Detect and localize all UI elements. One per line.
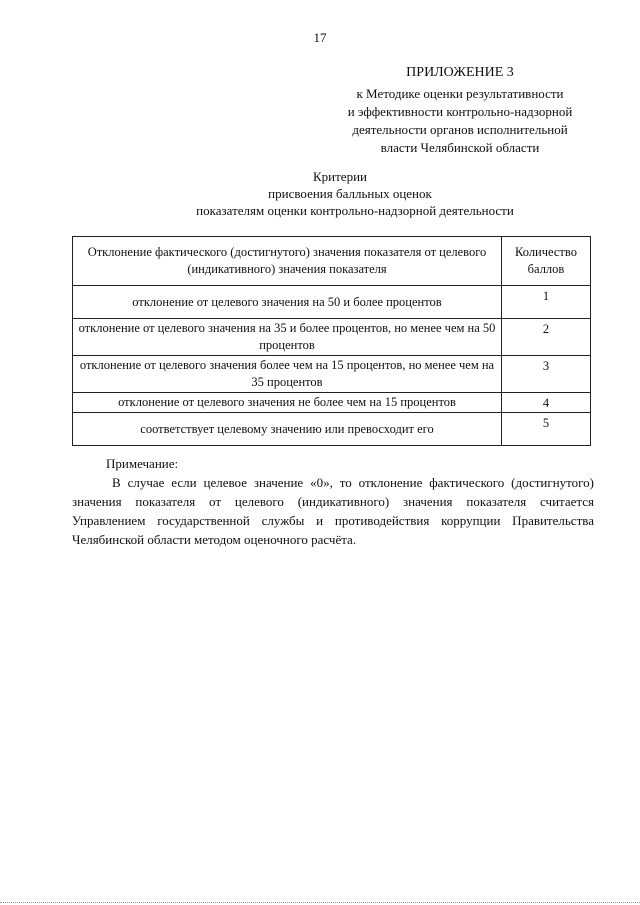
note-label: Примечание: (106, 456, 179, 471)
row-score: 4 (502, 393, 591, 413)
note-block (72, 454, 594, 549)
appendix-line: к Методике оценки результативности (356, 86, 564, 101)
page-number: 17 (313, 30, 327, 45)
appendix-block (300, 64, 620, 157)
appendix-line: деятельности органов исполнительной (352, 122, 568, 137)
criteria-subtitle: присвоения балльных оценок (268, 186, 432, 201)
row-score: 3 (502, 356, 591, 393)
table-row (73, 319, 591, 356)
page-bottom-edge (0, 902, 640, 904)
criteria-subtitle: показателям оценки контрольно-надзорной деятельности (196, 203, 514, 218)
column-header-score: Количество баллов (502, 237, 591, 286)
row-score: 1 (502, 286, 591, 319)
appendix-title: ПРИЛОЖЕНИЕ 3 (406, 65, 514, 80)
row-score: 5 (502, 413, 591, 446)
column-header-description: Отклонение фактического (достигнутого) значения показателя от целевого (индикативного) значения показателя (73, 237, 502, 286)
table-row (73, 413, 591, 446)
row-description: отклонение от целевого значения более чем на 15 процентов, но менее чем на 35 процентов (73, 356, 502, 393)
note-text: В случае если целевое значение «0», то отклонение фактического (достигнутого) значения показателя от целевого (индикативного) значения показателя считается Управлением государственной службы и противодействия коррупции Правительства Челябинской области методом оценочного расчёта. (72, 475, 594, 547)
criteria-title: Критерии (313, 169, 367, 184)
row-description: отклонение от целевого значения на 50 и более процентов (73, 286, 502, 319)
row-description: отклонение от целевого значения не более чем на 15 процентов (73, 393, 502, 413)
row-description: отклонение от целевого значения на 35 и более процентов, но менее чем на 50 процентов (73, 319, 502, 356)
criteria-table (72, 236, 591, 446)
table-row (73, 393, 591, 413)
table-header-row (73, 237, 591, 286)
table-row (73, 356, 591, 393)
row-score: 2 (502, 319, 591, 356)
row-description: соответствует целевому значению или превосходит его (73, 413, 502, 446)
appendix-line: и эффективности контрольно-надзорной (347, 104, 573, 119)
table-row (73, 286, 591, 319)
criteria-heading (0, 168, 640, 219)
appendix-line: власти Челябинской области (380, 140, 540, 155)
